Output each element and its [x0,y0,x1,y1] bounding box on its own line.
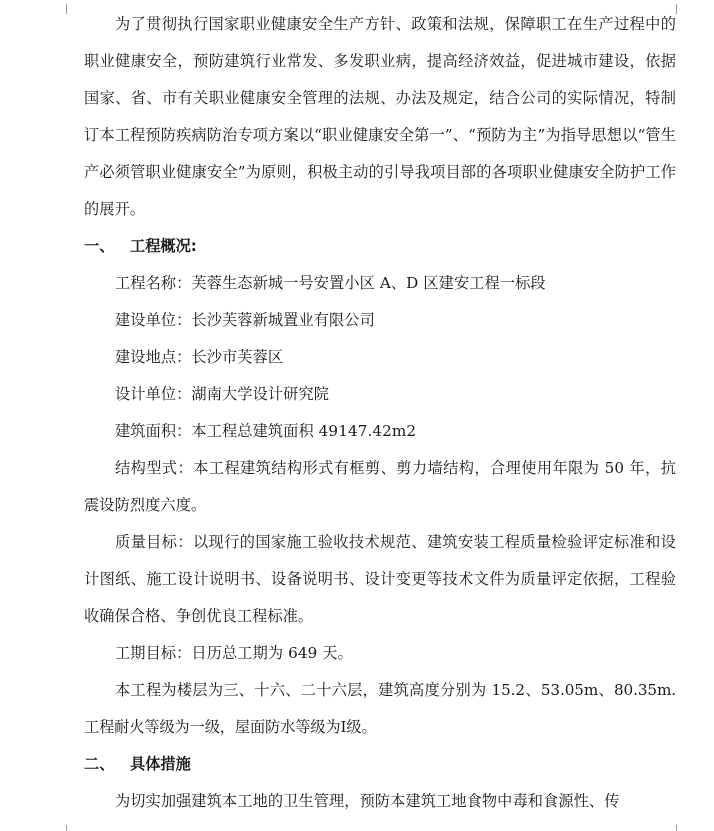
section-heading-overview [84,228,676,265]
intro-paragraph: 为了贯彻执行国家职业健康安全生产方针、政策和法规，保障职工在生产过程中的职业健康安全，预防建筑行业常发、多发职业病，提高经济效益，促进城市建设，依据国家、省、市有关职业健康安全管理的法规、办法及规定，结合公司的实际情况，特制订本工程预防疾病防治专项方案以“职业健康安全第一”、“预防为主”为指导思想以“管生产必须管职业健康安全”为原则，积极主动的引导我项目部的各项职业健康安全防护工作的展开。 [84,15,676,218]
project-name-line: 工程名称：芙蓉生态新城一号安置小区 A、D 区建安工程一标段 [115,274,546,292]
project-schedule-line: 工期目标：日历总工期为 649 天。 [115,644,353,662]
project-quality-paragraph: 质量目标：以现行的国家施工验收技术规范、建筑安装工程质量检验评定标准和设计图纸、施工设计说明书、设备说明书、设计变更等技术文件为质量评定依据，工程验收确保合格、争创优良工程标准。 [84,533,676,625]
section-heading-measures [84,746,676,783]
section-number: 一、 [84,237,115,255]
project-area-line: 建筑面积：本工程总建筑面积 49147.42m2 [115,422,417,440]
page-corner-mark [58,825,67,831]
section-title: 具体措施 [130,755,191,773]
section-number: 二、 [84,755,115,773]
measures-intro-paragraph: 为切实加强建筑本工地的卫生管理，预防本建筑工地食物中毒和食源性、传 [115,792,620,810]
page-corner-mark [58,4,67,14]
page-corner-mark [676,4,685,14]
project-designer-line: 设计单位：湖南大学设计研究院 [115,385,330,403]
project-location-line: 建设地点：长沙市芙蓉区 [115,348,284,366]
section-title: 工程概况: [130,237,197,255]
project-structure-paragraph: 结构型式：本工程建筑结构形式有框剪、剪力墙结构，合理使用年限为 50 年，抗震设防烈度六度。 [84,459,676,514]
document-body [84,6,676,820]
project-owner-line: 建设单位：长沙芙蓉新城置业有限公司 [115,311,375,329]
page-corner-mark [676,825,685,831]
project-floors-paragraph: 本工程为楼层为三、十六、二十六层，建筑高度分别为 15.2、53.05m、80.35m. 工程耐火等级为一级，屋面防水等级为Ⅰ级。 [84,681,676,736]
